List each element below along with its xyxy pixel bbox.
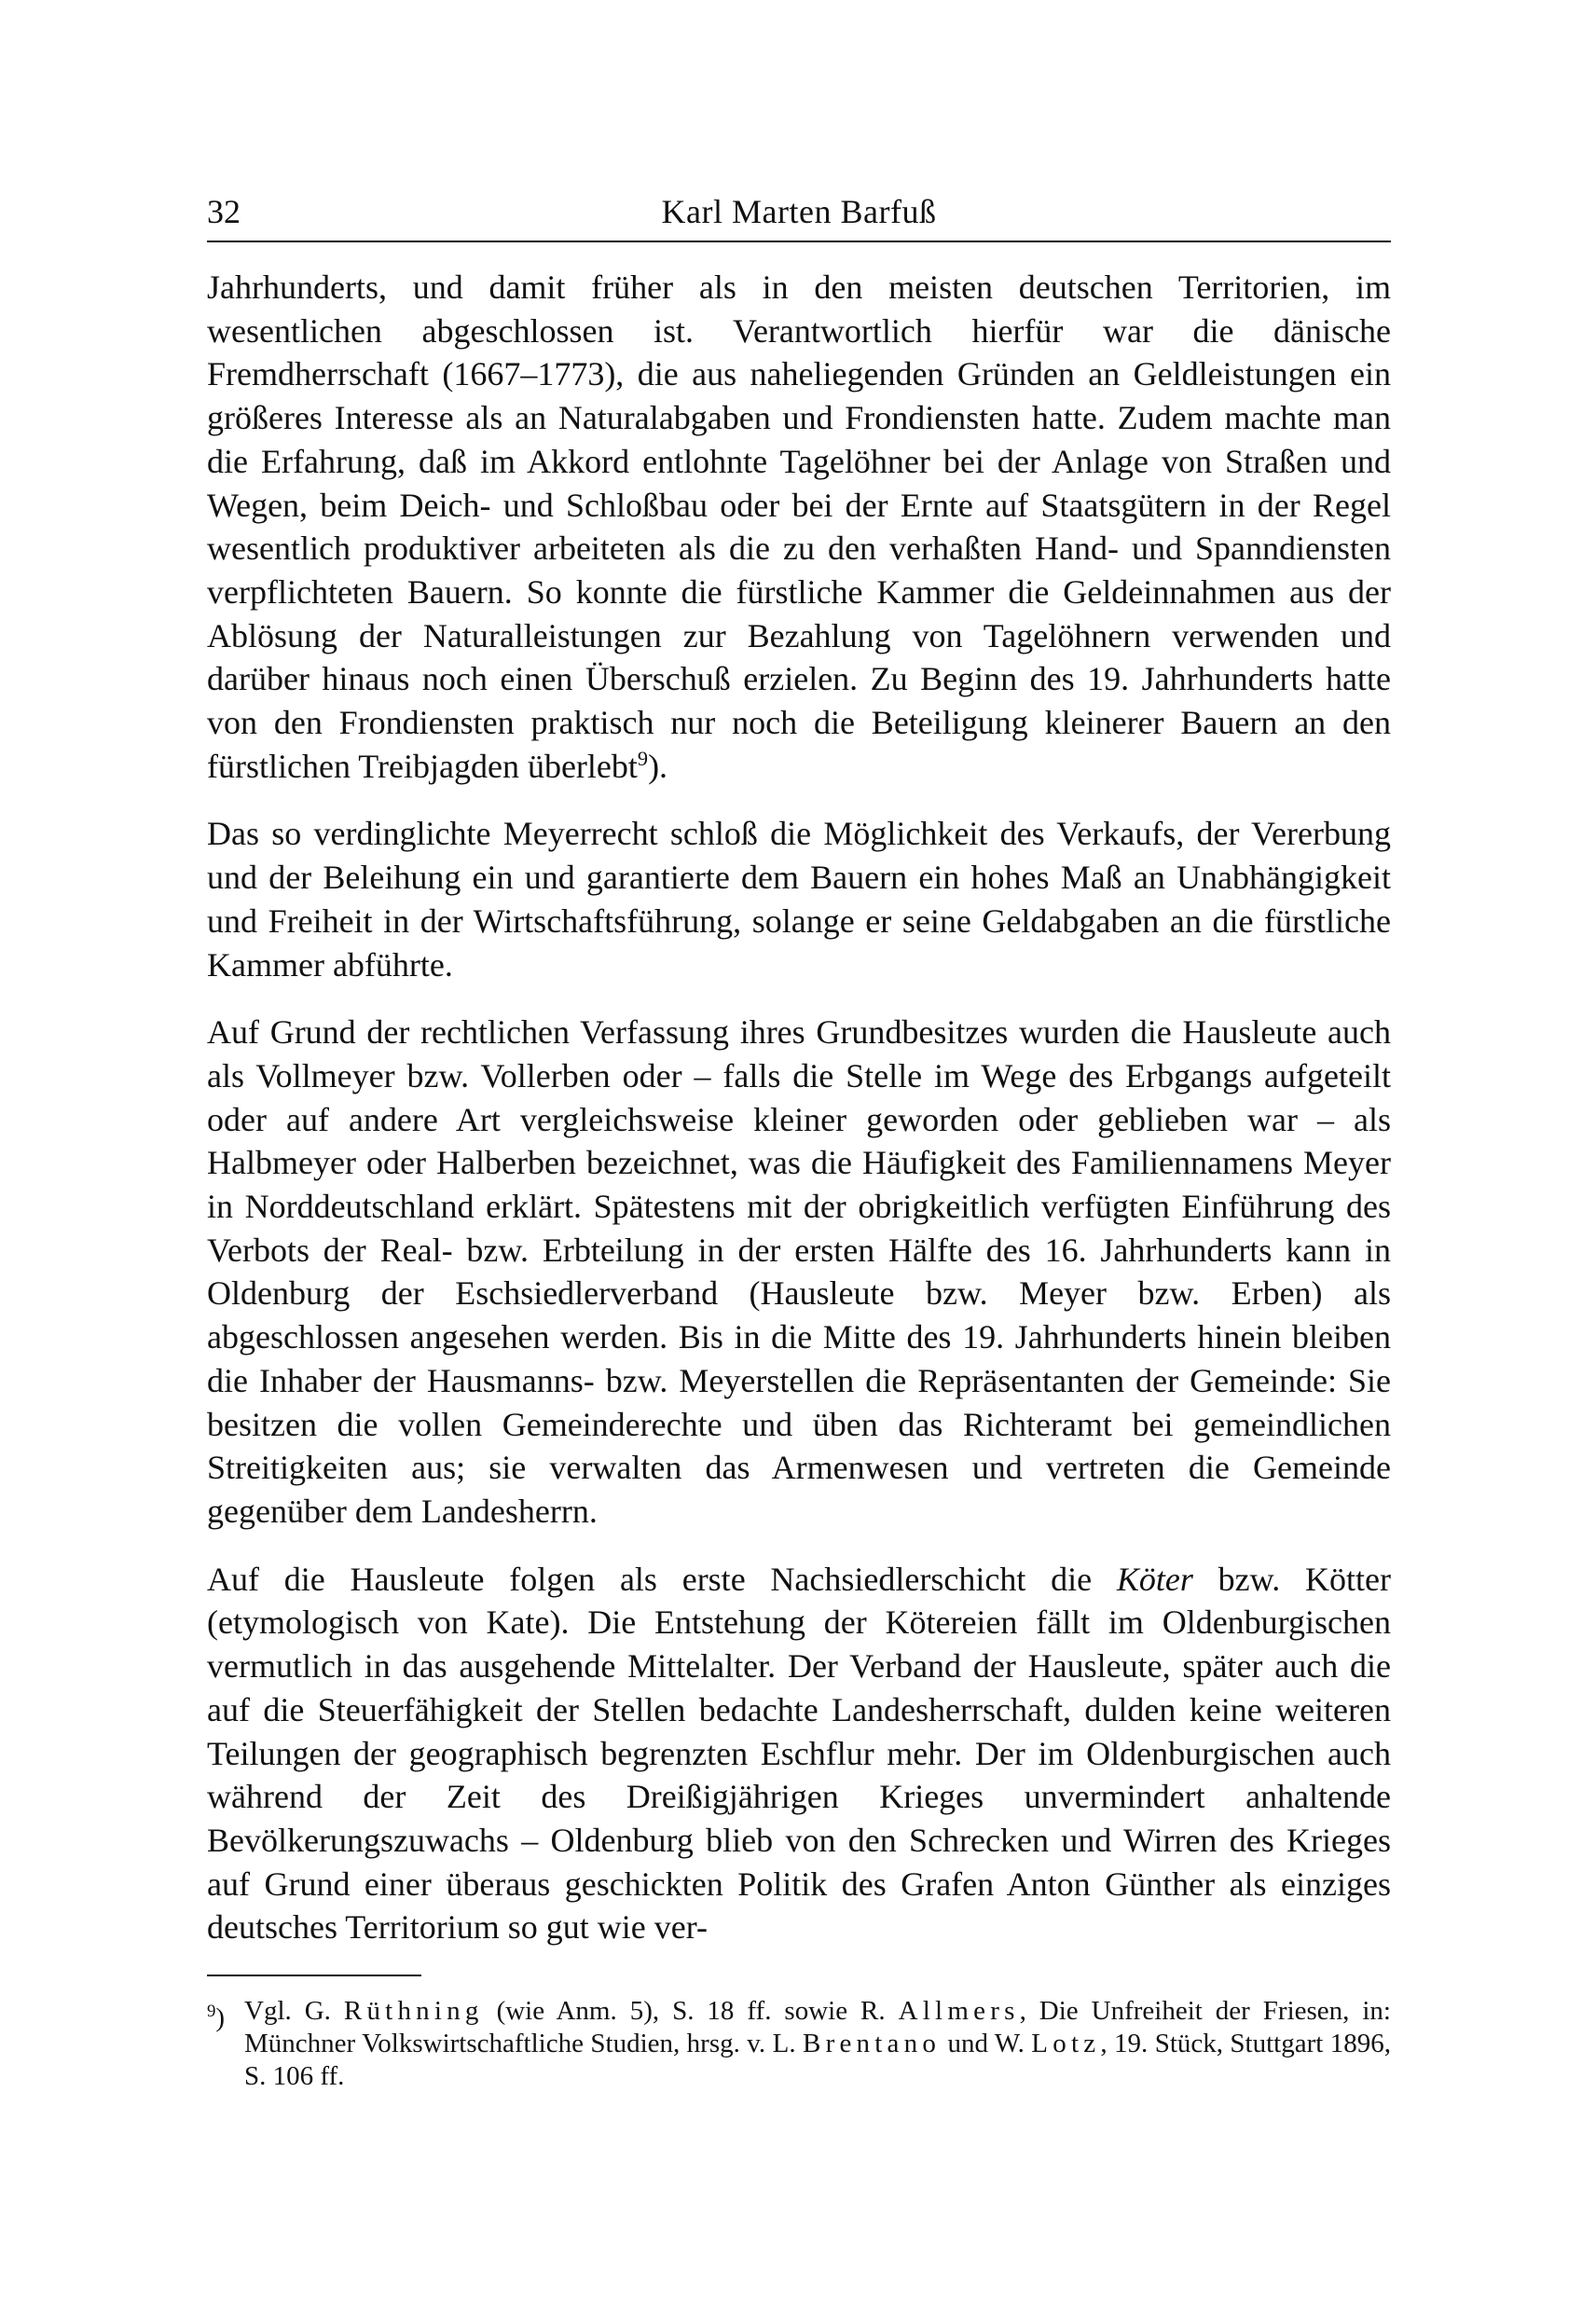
footnote-author-4: Lotz — [1031, 2029, 1101, 2058]
emphasized-term: Köter — [1116, 1560, 1193, 1598]
footnote-text-3: , Die Unfreiheit der Friesen, in: Münchner Volkswirtschaftliche Studien, hrsg. v. L. — [244, 1996, 1391, 2058]
paragraph-1-end: ). — [648, 747, 668, 785]
footnote-9 — [207, 1995, 1391, 2093]
footnote-number-digit: 9 — [207, 2002, 216, 2021]
page-number: 32 — [207, 193, 241, 230]
running-head: Karl Marten Barfuß — [661, 193, 937, 230]
footnotes — [207, 1995, 1391, 2093]
footnote-author-3: Brentano — [803, 2029, 942, 2058]
header-rule — [207, 241, 1391, 242]
paragraph-1 — [207, 266, 1391, 788]
footnote-text-5: , 19. Stück, Stuttgart 1896, S. 106 ff. — [244, 2029, 1391, 2091]
footnote-text-1: Vgl. G. — [244, 1996, 344, 2026]
footnote-number — [207, 1995, 225, 2035]
paragraph-1-text: Jahrhunderts, und damit früher als in den meisten deutschen Territorien, im wesentlichen abgeschlossen ist. Verantwortlich hierfür war die dänische Fremdherrschaft (1667–1773), die aus naheliegenden Gründen an Geldleistungen ein größeres Interesse als an Naturalabgaben und Frondiensten hatte. Zudem machte man die Erfahrung, daß im Akkord entlohnte Tagelöhner bei der Anlage von Straßen und Wegen, beim Deich- und Schloßbau oder bei der Ernte auf Staatsgütern in der Regel wesentlich produktiver arbeiteten als die zu den verhaßten Hand- und Spanndiensten verpflichteten Bauern. So konnte die fürstliche Kammer die Geldeinnahmen aus der Ablösung der Naturalleistungen zur Bezahlung von Tagelöhnern verwenden und darüber hinaus noch einen Überschuß erzielen. Zu Beginn des 19. Jahrhunderts hatte von den Frondiensten praktisch nur noch die Beteiligung kleinerer Bauern an den fürstlichen Treibjagden überlebt — [207, 268, 1391, 785]
paragraph-4-rest: bzw. Kötter (etymologisch von Kate). Die Entstehung der Kötereien fällt im Oldenburgischen vermutlich in das ausgehende Mittelalter. Der Verband der Hausleute, später auch die auf die Steuerfähigkeit der Stellen bedachte Landesherrschaft, dulden keine weiteren Teilungen der geographisch begrenzten Eschflur mehr. Der im Oldenburgischen auch während der Zeit des Dreißigjährigen Krieges unvermindert anhaltende Bevölkerungszuwachs – Oldenburg blieb von den Schrecken und Wirren des Krieges auf Grund einer überaus geschickten Politik des Grafen Anton Günther als einziges deutsches Territorium so gut wie ver- — [207, 1560, 1392, 1947]
body-text — [207, 266, 1391, 1949]
footnote-author-1: Rüthning — [343, 1996, 484, 2026]
footnote-text-4: und W. — [941, 2029, 1032, 2058]
paragraph-3: Auf Grund der rechtlichen Verfassung ihres Grundbesitzes wurden die Hausleute auch als Vollmeyer bzw. Vollerben oder – falls die Stelle im Wege des Erbgangs aufgeteilt oder auf andere Art vergleichsweise kleiner geworden oder geblieben war – als Halbmeyer oder Halberben bezeichnet, was die Häufigkeit des Familiennamens Meyer in Norddeutschland erklärt. Spätestens mit der obrigkeitlich verfügten Einführung des Verbots der Real- bzw. Erbteilung in der ersten Hälfte des 16. Jahrhunderts kann in Oldenburg der Eschsiedlerverband (Hausleute bzw. Meyer bzw. Erben) als abgeschlossen angesehen werden. Bis in die Mitte des 19. Jahrhunderts hinein bleiben die Inhaber der Hausmanns- bzw. Meyerstellen die Repräsentanten der Gemeinde: Sie besitzen die vollen Gemeinderechte und üben das Richteramt bei gemeindlichen Streitigkeiten aus; sie verwalten das Armenwesen und vertreten die Gemeinde gegenüber dem Landesherrn. — [207, 1013, 1391, 1530]
paragraph-4-start: Auf die Hausleute folgen als erste Nachsiedlerschicht die — [207, 1560, 1117, 1598]
footnote-author-2: Allmers — [898, 1996, 1020, 2026]
paragraph-4 — [207, 1558, 1391, 1949]
footnote-rule — [207, 1975, 421, 1976]
page-header — [207, 193, 1391, 240]
footnote-text-2: (wie Anm. 5), S. 18 ff. sowie R. — [483, 1996, 899, 2026]
footnote-number-paren: ) — [215, 2002, 226, 2033]
footnote-reference-9[interactable]: 9 — [637, 746, 649, 770]
paragraph-2: Das so verdinglichte Meyerrecht schloß die Möglichkeit des Verkaufs, der Vererbung und der Beleihung ein und garantierte dem Bauern ein hohes Maß an Unabhängigkeit und Freiheit in der Wirtschaftsführung, solange er seine Geldabgaben an die fürstliche Kammer abführte. — [207, 815, 1391, 984]
